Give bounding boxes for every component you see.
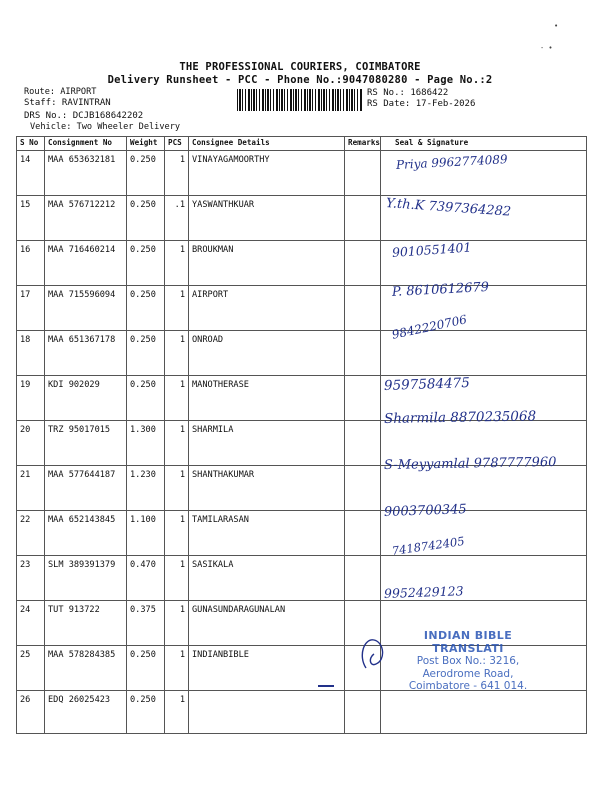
cell-weight: 0.250: [127, 691, 165, 734]
cell-remarks: [345, 556, 381, 601]
vehicle-label: Vehicle: Two Wheeler Delivery: [30, 122, 181, 132]
cell-pcs: 1: [165, 556, 189, 601]
signature-21: S-Meyyamlal 9787777960: [383, 454, 557, 473]
cell-sno: 22: [17, 511, 45, 556]
cell-pcs: 1: [165, 511, 189, 556]
cell-sno: 17: [17, 286, 45, 331]
cell-consignee: TAMILARASAN: [189, 511, 345, 556]
signature-dash-mark: [318, 685, 334, 687]
cell-weight: 0.250: [127, 286, 165, 331]
cell-remarks: [345, 511, 381, 556]
cell-consignment: TUT 913722: [45, 601, 127, 646]
cell-consignee: AIRPORT: [189, 286, 345, 331]
runsheet-subtitle: Delivery Runsheet - PCC - Phone No.:9047080280 - Page No.:2: [107, 74, 493, 86]
table-row: [17, 286, 587, 331]
cell-weight: 1.300: [127, 421, 165, 466]
signature-19: 9597584475: [383, 375, 471, 394]
cell-sno: 20: [17, 421, 45, 466]
cell-weight: 0.250: [127, 331, 165, 376]
cell-pcs: 1: [165, 331, 189, 376]
cell-consignment: MAA 578284385: [45, 646, 127, 691]
cell-consignee: SHANTHAKUMAR: [189, 466, 345, 511]
organization-stamp: [388, 630, 548, 693]
cell-consignment: MAA 651367178: [45, 331, 127, 376]
table-row: [17, 556, 587, 601]
cell-sno: 14: [17, 151, 45, 196]
cell-sno: 23: [17, 556, 45, 601]
signature-22: 9003700345: [383, 502, 467, 520]
col-signature-header: Seal & Signature: [381, 137, 587, 151]
cell-sno: 19: [17, 376, 45, 421]
cell-remarks: [345, 466, 381, 511]
signature-18: 9842220706: [390, 312, 469, 342]
col-sno-header: S No: [17, 137, 45, 151]
cell-weight: 0.250: [127, 646, 165, 691]
table-row: [17, 691, 587, 734]
cell-remarks: [345, 196, 381, 241]
stamp-line-1: INDIAN BIBLE TRANSLATI: [423, 629, 513, 655]
cell-consignee: VINAYAGAMOORTHY: [189, 151, 345, 196]
cell-sno: 21: [17, 466, 45, 511]
cell-weight: 0.375: [127, 601, 165, 646]
cell-pcs: 1: [165, 646, 189, 691]
cell-consignment: TRZ 95017015: [45, 421, 127, 466]
col-consignee-header: Consignee Details: [189, 137, 345, 151]
cell-weight: 0.250: [127, 196, 165, 241]
cell-remarks: [345, 421, 381, 466]
cell-sno: 18: [17, 331, 45, 376]
stamp-line-3: Aerodrome Road,: [422, 667, 514, 680]
cell-weight: 0.470: [127, 556, 165, 601]
route-label: Route: AIRPORT: [24, 87, 97, 97]
cell-remarks: [345, 691, 381, 734]
cell-weight: 1.100: [127, 511, 165, 556]
cell-weight: 1.230: [127, 466, 165, 511]
cell-consignee: YASWANTHKUAR: [189, 196, 345, 241]
cell-pcs: 1: [165, 421, 189, 466]
cell-remarks: [345, 151, 381, 196]
cell-remarks: [345, 241, 381, 286]
cell-weight: 0.250: [127, 376, 165, 421]
cell-consignee: GUNASUNDARAGUNALAN: [189, 601, 345, 646]
cell-consignment: MAA 576712212: [45, 196, 127, 241]
cell-pcs: 1: [165, 376, 189, 421]
signature-16: 9010551401: [391, 239, 472, 260]
cell-consignment: MAA 653632181: [45, 151, 127, 196]
corner-mark-top: •: [554, 22, 559, 30]
col-weight-header: Weight: [127, 137, 165, 151]
company-title: THE PROFESSIONAL COURIERS, COIMBATORE: [179, 61, 421, 73]
rs-date: RS Date: 17-Feb-2026: [367, 99, 476, 109]
table-row: [17, 466, 587, 511]
cell-pcs: 1: [165, 241, 189, 286]
signature-20: Sharmila 8870235068: [383, 408, 537, 427]
cell-consignee: INDIANBIBLE: [189, 646, 345, 691]
signature-24: 9952429123: [383, 583, 464, 601]
corner-mark-mid: - •: [540, 44, 553, 52]
cell-pcs: 1: [165, 286, 189, 331]
cell-consignment: MAA 652143845: [45, 511, 127, 556]
cell-sno: 25: [17, 646, 45, 691]
signature-17: P. 8610612679: [391, 279, 490, 300]
cell-remarks: [345, 286, 381, 331]
table-header-row: [17, 137, 587, 151]
cell-consignee: SHARMILA: [189, 421, 345, 466]
barcode-image: [237, 89, 363, 111]
cell-pcs: 1: [165, 601, 189, 646]
cell-consignee: BROUKMAN: [189, 241, 345, 286]
col-consignment-header: Consignment No: [45, 137, 127, 151]
cell-signature: [381, 691, 587, 734]
signature-loop-mark: [360, 632, 390, 676]
cell-remarks: [345, 331, 381, 376]
cell-consignee: SASIKALA: [189, 556, 345, 601]
staff-label: Staff: RAVINTRAN: [24, 98, 111, 108]
col-remarks-header: Remarks: [345, 137, 381, 151]
cell-consignment: KDI 902029: [45, 376, 127, 421]
cell-consignment: SLM 389391379: [45, 556, 127, 601]
rs-number: RS No.: 1686422: [367, 88, 449, 98]
signature-23: 7418742405: [391, 533, 466, 558]
col-pcs-header: PCS: [165, 137, 189, 151]
table-row: [17, 241, 587, 286]
table-row: [17, 511, 587, 556]
cell-consignment: MAA 577644187: [45, 466, 127, 511]
cell-pcs: .1: [165, 196, 189, 241]
table-row: [17, 331, 587, 376]
cell-consignee: ONROAD: [189, 331, 345, 376]
cell-consignment: MAA 716460214: [45, 241, 127, 286]
cell-sno: 26: [17, 691, 45, 734]
cell-sno: 15: [17, 196, 45, 241]
cell-sno: 16: [17, 241, 45, 286]
cell-pcs: 1: [165, 691, 189, 734]
drs-number: DRS No.: DCJB168642202: [24, 111, 144, 121]
cell-pcs: 1: [165, 151, 189, 196]
cell-weight: 0.250: [127, 151, 165, 196]
cell-weight: 0.250: [127, 241, 165, 286]
cell-consignee: MANOTHERASE: [189, 376, 345, 421]
stamp-line-4: Coimbatore - 641 014.: [408, 680, 528, 692]
signature-14: Priya 9962774089: [395, 152, 508, 172]
cell-sno: 24: [17, 601, 45, 646]
cell-remarks: [345, 376, 381, 421]
cell-consignment: MAA 715596094: [45, 286, 127, 331]
cell-consignee: [189, 691, 345, 734]
stamp-line-2: Post Box No.: 3216,: [416, 655, 520, 667]
signature-15: Y.th.K 7397364282: [385, 196, 512, 220]
cell-pcs: 1: [165, 466, 189, 511]
cell-consignment: EDQ 26025423: [45, 691, 127, 734]
